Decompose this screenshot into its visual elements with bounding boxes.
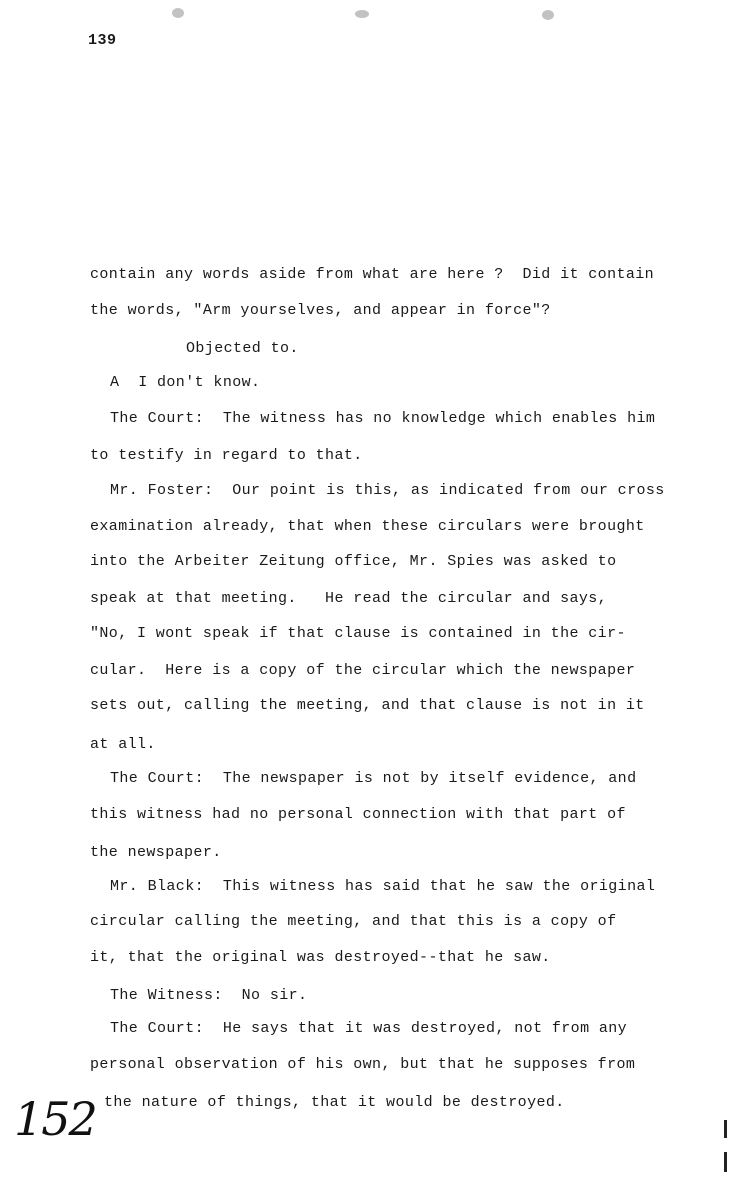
- right-edge-mark-lower: [724, 1152, 727, 1172]
- right-edge-mark: [724, 1120, 727, 1138]
- text-line: the newspaper.: [90, 844, 222, 861]
- page-number: 139: [88, 32, 117, 49]
- text-line: the nature of things, that it would be destroyed.: [104, 1094, 565, 1111]
- text-line: at all.: [90, 736, 156, 753]
- text-line: Mr. Black: This witness has said that he saw the original: [110, 878, 656, 895]
- text-line: Objected to.: [186, 340, 299, 357]
- text-line: contain any words aside from what are here ? Did it contain: [90, 266, 655, 283]
- text-line: The Court: The witness has no knowledge which enables him: [110, 410, 656, 427]
- text-line: to testify in regard to that.: [90, 447, 363, 464]
- text-line: sets out, calling the meeting, and that clause is not in it: [90, 697, 645, 714]
- text-line: personal observation of his own, but that he supposes from: [90, 1056, 636, 1073]
- text-line: cular. Here is a copy of the circular which the newspaper: [90, 662, 636, 679]
- text-line: "No, I wont speak if that clause is contained in the cir-: [90, 625, 626, 642]
- text-line: A I don't know.: [110, 374, 261, 391]
- text-line: Mr. Foster: Our point is this, as indicated from our cross: [110, 482, 665, 499]
- text-line: The Court: He says that it was destroyed, not from any: [110, 1020, 628, 1037]
- text-line: it, that the original was destroyed--that he saw.: [90, 949, 551, 966]
- text-line: this witness had no personal connection with that part of: [90, 806, 626, 823]
- top-smudge-right: [542, 10, 554, 20]
- text-line: circular calling the meeting, and that this is a copy of: [90, 913, 617, 930]
- text-line: The Witness: No sir.: [110, 987, 308, 1004]
- text-line: examination already, that when these circulars were brought: [90, 518, 645, 535]
- top-smudge-center: [355, 10, 369, 18]
- top-smudge-left: [172, 8, 184, 18]
- text-line: into the Arbeiter Zeitung office, Mr. Spies was asked to: [90, 553, 617, 570]
- text-line: the words, "Arm yourselves, and appear in force"?: [90, 302, 551, 319]
- text-line: The Court: The newspaper is not by itself evidence, and: [110, 770, 637, 787]
- text-line: speak at that meeting. He read the circular and says,: [90, 590, 608, 607]
- handwritten-page-number: 152: [14, 1092, 96, 1146]
